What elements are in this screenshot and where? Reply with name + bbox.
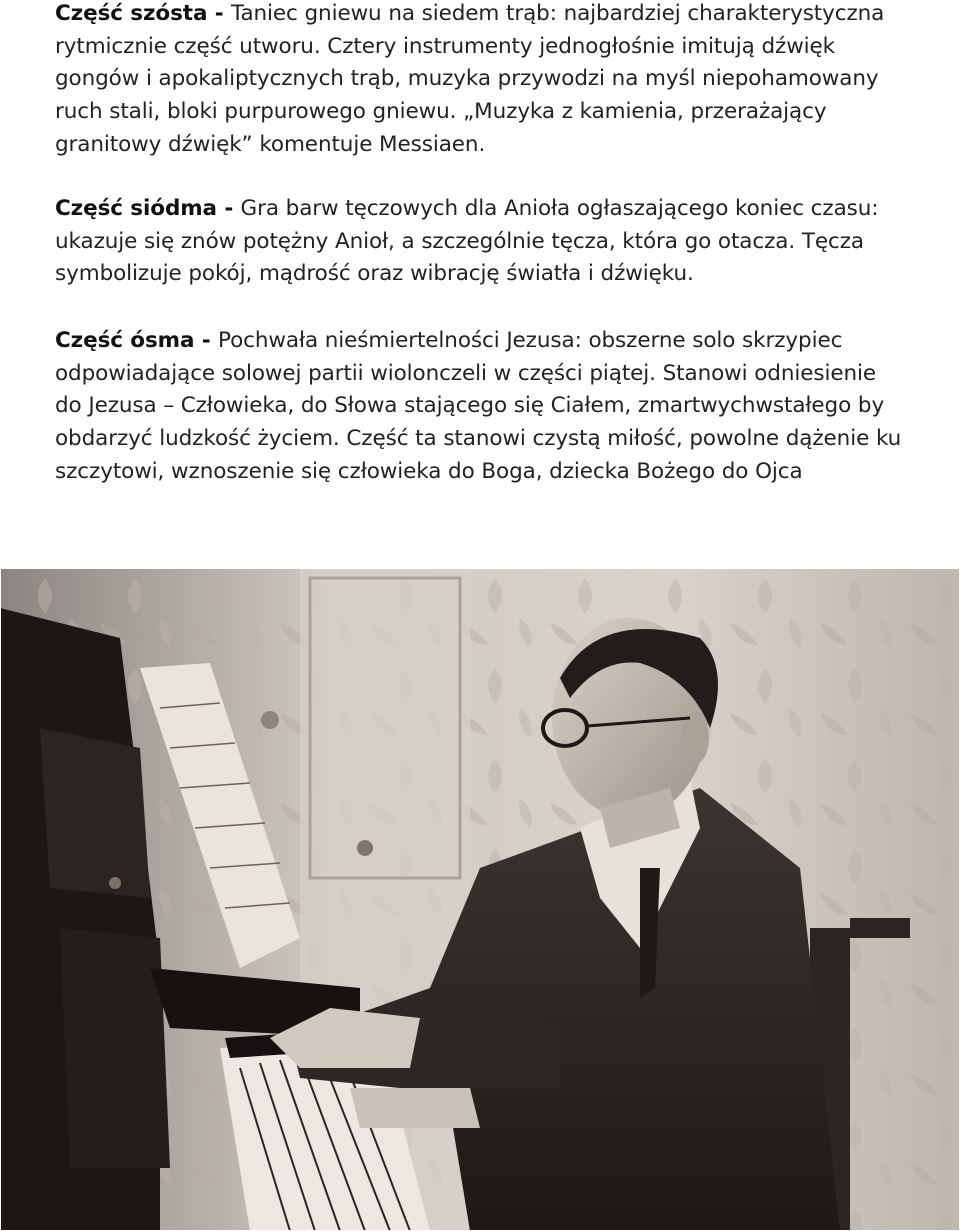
paragraph-heading: Część siódma -	[55, 196, 241, 221]
paragraph-heading: Część szósta -	[55, 1, 231, 26]
paragraph-part-seven	[55, 193, 905, 291]
paragraph-part-eight	[55, 325, 905, 489]
paragraph-body: Taniec gniewu na siedem trąb: najbardziej charakterystyczna rytmicznie część utworu. Cztery instrumenty jednogłośnie imitują dźwięk gongów i apokaliptycznych trąb, muzyka przywodzi na myśl niepohamowany ruch stali, bloki purpurowego gniewu. „Muzyka z kamienia, przerażający granitowy dźwięk” komentuje Messiaen.	[55, 1, 885, 157]
paragraph-body: Pochwała nieśmiertelności Jezusa: obszerne solo skrzypiec odpowiadające solowej partii wiolonczeli w części piątej. Stanowi odniesienie do Jezusa – Człowieka, do Słowa stającego się Ciałem, zmartwychwstałego by obdarzyć ludzkość życiem. Część ta stanowi czystą miłość, powolne dążenie ku szczytowi, wznoszenie się człowieka do Boga, dziecka Bożego do Ojca	[55, 328, 902, 484]
photo-illustration	[0, 568, 960, 1231]
paragraph-body: Gra barw tęczowych dla Anioła ogłaszającego koniec czasu: ukazuje się znów potężny Anioł, a szczególnie tęcza, która go otacza. Tęcza symbolizuje pokój, mądrość oraz wibrację światła i dźwięku.	[55, 196, 879, 287]
photo-man-at-piano	[0, 568, 960, 1231]
paragraph-heading: Część ósma -	[55, 328, 218, 353]
paragraph-part-six	[55, 0, 905, 162]
